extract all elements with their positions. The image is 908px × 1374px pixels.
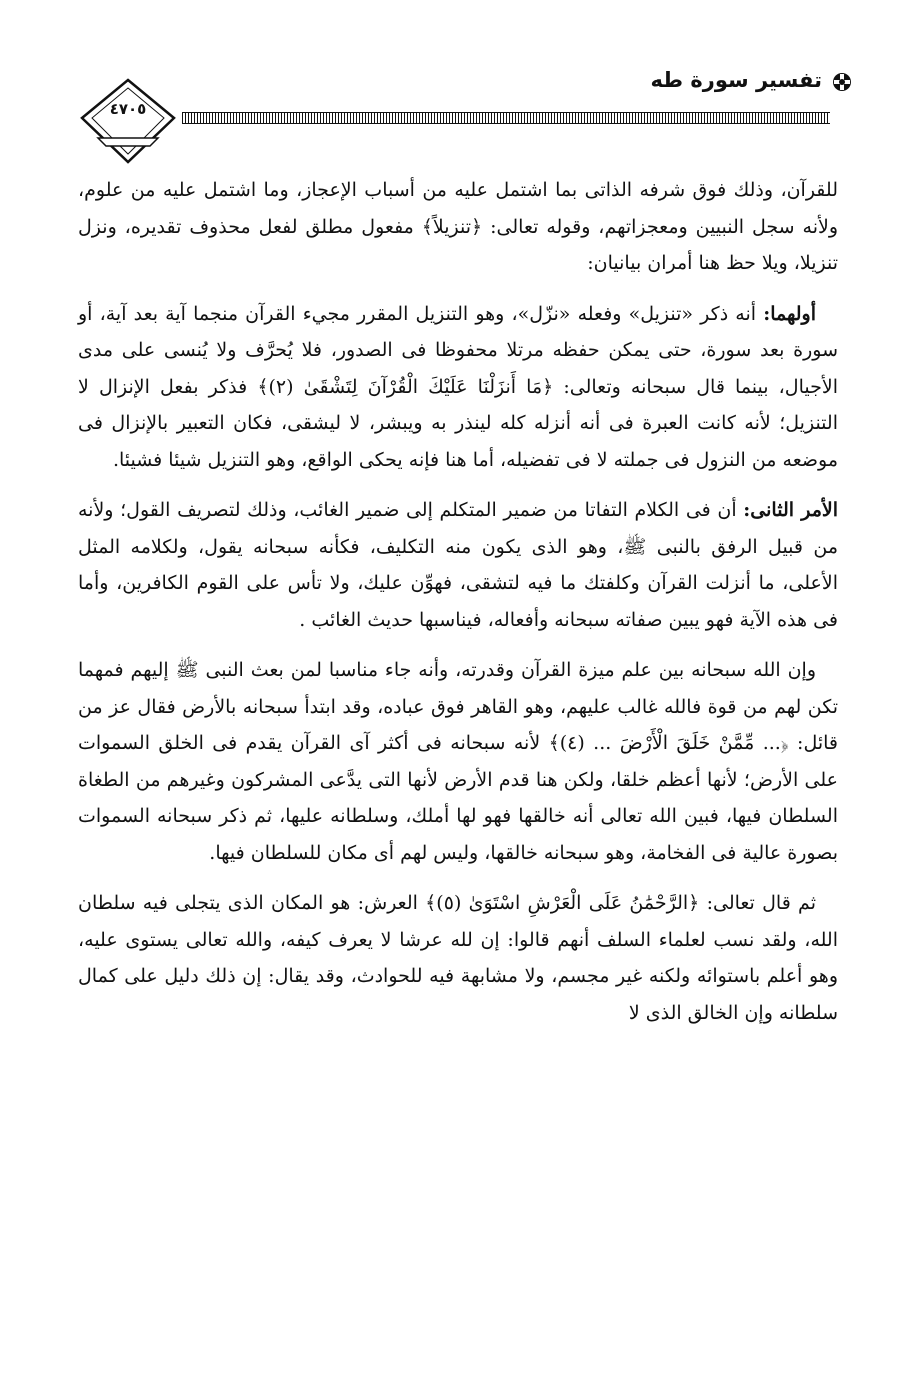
- ornament-icon: [830, 70, 854, 94]
- paragraph-2: [78, 296, 838, 479]
- body-text: [78, 172, 838, 1045]
- header-rule: [182, 112, 830, 124]
- paragraph-1: [78, 172, 838, 282]
- paragraph-3: [78, 492, 838, 638]
- paragraph-text: أنه ذكر «تنزيل» وفعله «نزّل»، وهو التنزيل المقرر مجيء القرآن منجما آية بعد آية، أو سورة بعد سورة، حتى يمكن حفظه مرتلا محفوظا فى الصدور، فلا يُحرَّف ولا يُنسى على مدى الأجيال، بينما قال سبحانه وتعالى: ﴿مَا أَنزَلْنَا عَلَيْكَ الْقُرْآنَ لِتَشْقَىٰ (٢)﴾ فذكر بفعل الإنزال لا التنزيل؛ لأنه كانت العبرة فى أنه أنزله كله لينذر به ويبشر، لا ليشقى، فكان التعبير بالإنزال فى موضعه من النزول فى جملته لا فى تفضيله، أما هنا فإنه يحكى الواقع، وهو التنزيل شيئا فشيئا.: [78, 302, 838, 471]
- paragraph-lead: أولهما:: [763, 302, 816, 325]
- paragraph-lead: الأمر الثانى:: [743, 499, 838, 521]
- page-header: [70, 62, 850, 172]
- paragraph-5: [78, 885, 838, 1031]
- page-number-badge: [78, 76, 178, 168]
- paragraph-4: [78, 652, 838, 871]
- page-number: ٤٧٠٥: [109, 100, 147, 118]
- surah-title: تفسير سورة طه: [650, 68, 822, 92]
- paragraph-text: للقرآن، وذلك فوق شرفه الذاتى بما اشتمل عليه من أسباب الإعجاز، وما اشتمل عليه من علوم، ولأنه سجل النبيين ومعجزاتهم، وقوله تعالى: ﴿تنزيلاً﴾ مفعول مطلق لفعل محذوف تقديره، ونزل تنزيلا، ويلا حظ هنا أمران بيانيان:: [78, 179, 838, 274]
- paragraph-text: وإن الله سبحانه بين علم ميزة القرآن وقدرته، وأنه جاء مناسبا لمن بعث النبى ﷺ إليهم فمهما تكن لهم من قوة فالله غالب عليهم، وهو القاهر فوق عباده، وقد ابتدأ سبحانه بالأرض فقال عز من قائل: ﴿... مِّمَّنْ خَلَقَ الْأَرْضَ ... (٤)﴾ لأنه سبحانه فى أكثر آى القرآن يقدم فى الخلق السموات على الأرض؛ لأنها أعظم خلقا، ولكن هنا قدم الأرض لأنها التى يدَّعى المشركون وغيرهم من الطغاة السلطان فيها، فبين الله تعالى أنه خالقها فهو لها أملك، وسلطانه عليها، ثم ذكر سبحانه السموات بصورة عالية فى الفخامة، وهو سبحانه خالقها، وليس لهم أى مكان للسلطان فيها.: [78, 659, 838, 864]
- paragraph-text: أن فى الكلام التفاتا من ضمير المتكلم إلى ضمير الغائب، وذلك لتصريف القول؛ ولأنه من قبيل الرفق بالنبى ﷺ، وهو الذى يكون منه التكليف، فكأنه سبحانه يقول، ولكلامه المثل الأعلى، ما أنزلت القرآن وكلفتك ما فيه لتشقى، فهوِّن عليك، ولا تأس على القوم الكافرين، وأما فى هذه الآية فهو يبين صفاته سبحانه وأفعاله، فيناسبها حديث الغائب .: [78, 499, 838, 631]
- paragraph-text: ثم قال تعالى: ﴿الرَّحْمَٰنُ عَلَى الْعَرْشِ اسْتَوَىٰ (٥)﴾ العرش: هو المكان الذى يتجلى فيه سلطان الله، ولقد نسب لعلماء السلف أنهم قالوا: إن لله عرشا لا يعرف كيفه، والله تعالى يستوى عليه، وهو أعلم باستوائه ولكنه غير مجسم، ولا مشابهة فيه للحوادث، وقد يقال: إن ذلك دليل على كمال سلطانه وإن الخالق الذى لا: [78, 892, 838, 1024]
